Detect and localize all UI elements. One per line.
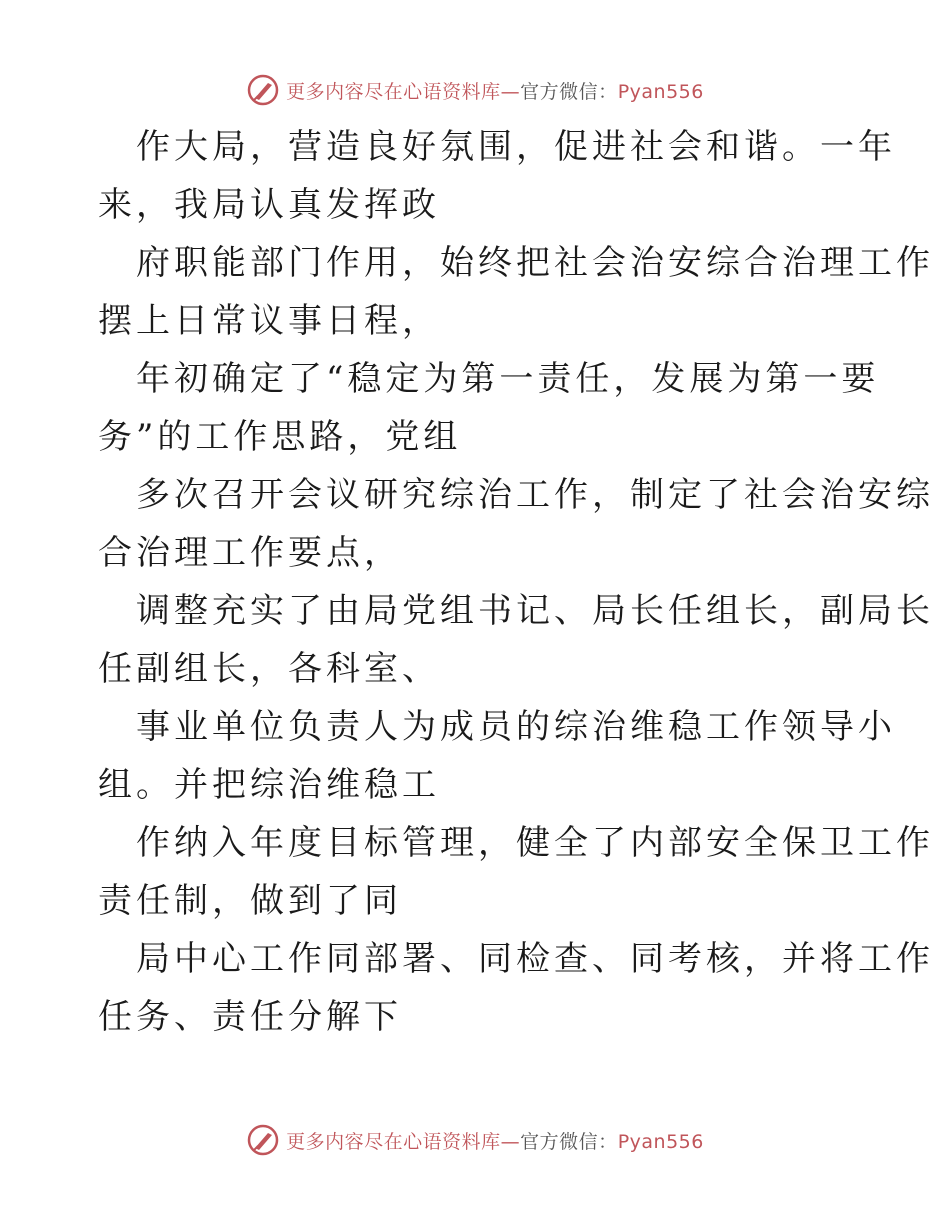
text-line: 任务、责任分解下: [98, 997, 402, 1037]
text-line: 局中心工作同部署、同检查、同考核，并将工作: [136, 939, 934, 979]
text-line: 任副组长，各科室、: [98, 649, 440, 689]
text-line: 组。并把综治维稳工: [98, 765, 440, 805]
watermark-text: [286, 77, 704, 104]
text-line: 合治理工作要点，: [98, 533, 402, 573]
watermark-wechat-label: 官方微信：: [520, 80, 618, 103]
quill-pen-logo-icon: [246, 1123, 280, 1157]
watermark-text: [286, 1127, 704, 1154]
watermark-wechat-id: Pyan556: [617, 1130, 704, 1153]
text-line: 年初确定了“稳定为第一责任，发展为第一要: [136, 359, 880, 399]
watermark-brand: 更多内容尽在心语资料库: [286, 80, 501, 103]
quill-pen-logo-icon: [246, 73, 280, 107]
watermark-dash: —: [500, 1130, 521, 1153]
body-paragraph: [98, 118, 934, 1046]
text-line: 责任制，做到了同: [98, 881, 402, 921]
text-line: 府职能部门作用，始终把社会治安综合治理工作: [136, 243, 934, 283]
text-line: 作大局，营造良好氛围，促进社会和谐。一年: [136, 127, 896, 167]
text-line: 多次召开会议研究综治工作，制定了社会治安综: [136, 475, 934, 515]
watermark-wechat-label: 官方微信：: [520, 1130, 618, 1153]
document-body: [98, 118, 934, 1046]
text-line: 事业单位负责人为成员的综治维稳工作领导小: [136, 707, 896, 747]
text-line: 摆上日常议事日程，: [98, 301, 440, 341]
footer-watermark: [0, 1120, 950, 1160]
text-line: 调整充实了由局党组书记、局长任组长，副局长: [136, 591, 934, 631]
watermark-brand: 更多内容尽在心语资料库: [286, 1130, 501, 1153]
text-line: 来，我局认真发挥政: [98, 185, 440, 225]
watermark-wechat-id: Pyan556: [617, 80, 704, 103]
text-line: 作纳入年度目标管理，健全了内部安全保卫工作: [136, 823, 934, 863]
header-watermark: [0, 70, 950, 110]
watermark-dash: —: [500, 80, 521, 103]
text-line: 务”的工作思路，党组: [98, 417, 462, 457]
